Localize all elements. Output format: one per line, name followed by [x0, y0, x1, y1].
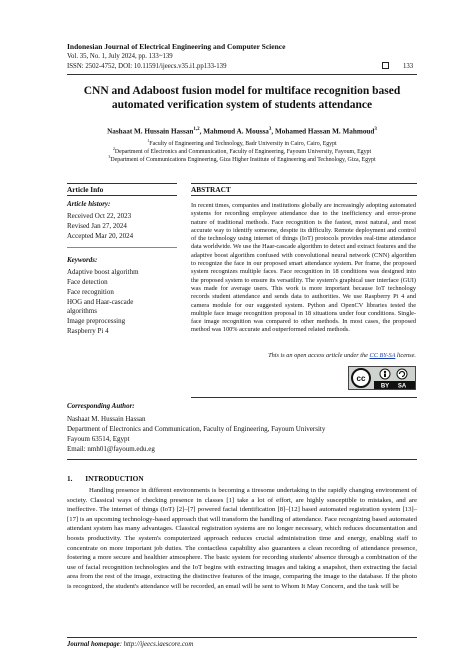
article-info-heading: Article Info [67, 185, 104, 194]
keyword-item: Image preprocessing [67, 317, 126, 325]
author-1-aff: 1,2 [193, 127, 200, 132]
article-history-label: Article history: [67, 200, 111, 208]
corresponding-rule [67, 459, 417, 460]
keyword-item: Face recognition [67, 288, 114, 296]
abstract-heading: ABSTRACT [191, 185, 231, 194]
history-received: Received Oct 22, 2023 [67, 212, 132, 220]
header-rule [67, 74, 417, 75]
author-2: , Mahmoud A. Moussa [199, 127, 269, 136]
journal-homepage: Journal homepage: http://ijeecs.iaescore.com [67, 641, 194, 648]
footer-rule [67, 637, 417, 638]
article-info-rule [67, 195, 177, 196]
article-info-top-rule [67, 183, 177, 184]
author-1: Nashaat M. Hussain Hassan [107, 127, 194, 136]
keywords-rule [67, 247, 177, 248]
affiliation-1: $^1$Faculty of Engineering and Technology, Badr University in Cairo, Cairo, Egypt [147, 138, 337, 147]
open-access-notice: This is an open access article under the CC BY-SA license. [268, 352, 416, 359]
license-link[interactable]: CC BY-SA [369, 352, 396, 359]
svg-text:cc: cc [356, 374, 366, 383]
section-heading-introduction: 1. INTRODUCTION [67, 474, 144, 483]
keyword-item: HOG and Haar-cascade [67, 298, 134, 306]
keyword-item: Adaptive boost algorithm [67, 268, 139, 276]
author-3-aff: 3 [374, 127, 377, 132]
corresponding-name: Nashaat M. Hussain Hassan [67, 415, 146, 423]
cc-license-icon [349, 367, 415, 389]
affiliation-2: $^2$Department of Electronics and Communication, Faculty of Engineering, Fayoum University, Fayoum, Egypt [112, 146, 372, 155]
history-accepted: Accepted Mar 20, 2024 [67, 232, 134, 240]
paper-title: CNN and Adaboost fusion model for multiface recognition based automated verification system of students attendance [83, 85, 401, 111]
author-2-aff: 3 [268, 127, 272, 132]
page-number: 133 [403, 63, 414, 70]
abstract-bottom-rule [191, 397, 417, 398]
keyword-item: algorithms [67, 307, 97, 315]
abstract-top-rule [191, 183, 417, 184]
corresponding-heading: Corresponding Author: [67, 402, 135, 410]
abstract-rule [191, 195, 417, 196]
page-marker-icon [382, 62, 389, 69]
affiliation-3: $^3$Department of Communications Engineering, Giza Higher Institute of Engineering and Technology, Giza, Egypt [108, 154, 376, 163]
volume-info: Vol. 35, No. 1, July 2024, pp. 133~139 [67, 53, 173, 60]
history-revised: Revised Jan 27, 2024 [67, 222, 127, 230]
abstract-text: In recent times, companies and institutions globally are increasingly adopting automated systems for recording employee attendance due to the inefficiency and error-prone nature of traditional methods. Face recognition is the fastest, most natural, and most accurate way to identify someone, despite its difficulty. Remote deployment and control of the technology using internet of things (IoT) protocols provides real-time attendance data worldwide. We use the Haar-cascade algorithm to detect and extract features and the adaptive boost algorithm confused with convolutional neural network (CNN) algorithm to recognize the face in our proposed smart attendance system. Per frame, the proposed system recognizes multiple faces. Face recognition in 18 conditions was designed into the proposed system to ensure its versatility. The system's graphical user interface (GUI) was made for average users. This work is more important because IoT technology records student attendance and sends data to authorities. We use Raspberry Pi 4 and camera module for our suggested system. Python and OpenCV libraries tested the multiple face image recognition proposal in 18 situations under four conditions. Single-face image recognition was compared to other methods. In most cases, the proposed method was 100% accurate and outperformed related methods. [191, 202, 416, 334]
journal-name: Indonesian Journal of Electrical Engineering and Computer Science [67, 42, 286, 51]
svg-text:SA: SA [397, 383, 407, 389]
keywords-label: Keywords: [67, 256, 98, 264]
cc-by-sa-badge[interactable] [348, 366, 416, 390]
corresponding-dept: Department of Electronics and Communication, Faculty of Engineering, Fayoum University [67, 425, 326, 433]
issn-doi: ISSN: 2502-4752, DOI: 10.11591/ijeecs.v35.i1.pp133-139 [67, 63, 227, 70]
corresponding-address: Fayoum 63514, Egypt [67, 435, 130, 443]
corresponding-email: Email: nmh01@fayoum.edu.eg [67, 445, 155, 453]
author-3: , Mohamed Hassan M. Mahmoud [271, 127, 375, 136]
svg-text:BY: BY [380, 383, 390, 389]
author-list [67, 127, 417, 135]
keyword-item: Face detection [67, 278, 108, 286]
introduction-text: Handling presence in different environments is becoming a tiresome undertaking in the rapidly changing environment of society. Classical ways of checking presence in classes [1] take a lot of effort, are highly susceptible to mistakes, and are ineffective. The internet of things (IoT) [2]–[7] powered facial identification [8]–[12] based automated registration system [13]–[17] is an upcoming technology-based approach that will transform the handling of attendance. Face recognizing based automated attendant system has many advantages. Classical registration systems are no longer necessary, which reduces documentation and boosts productivity. The system's computerized approach reduces crucial administration time and energy, enabling staff to concentrate on more important job duties. The contactless capability also guarantees a clean recording of attendance presence, fostering a more secure and healthier atmosphere. The basic system for recording students' absence through a combination of the use of facial recognition technologies and the IoT begins with extracting images and taking a snapshot, then extracting the facial area from the rest of the image, extracting the distinctive features of the image, comparing the image to the database. If the photo is recognized, the student's attendance will be recorded, an email will be sent to Whom It May Concern, and the task will be [67, 487, 417, 590]
keyword-item: Raspberry Pi 4 [67, 327, 109, 335]
